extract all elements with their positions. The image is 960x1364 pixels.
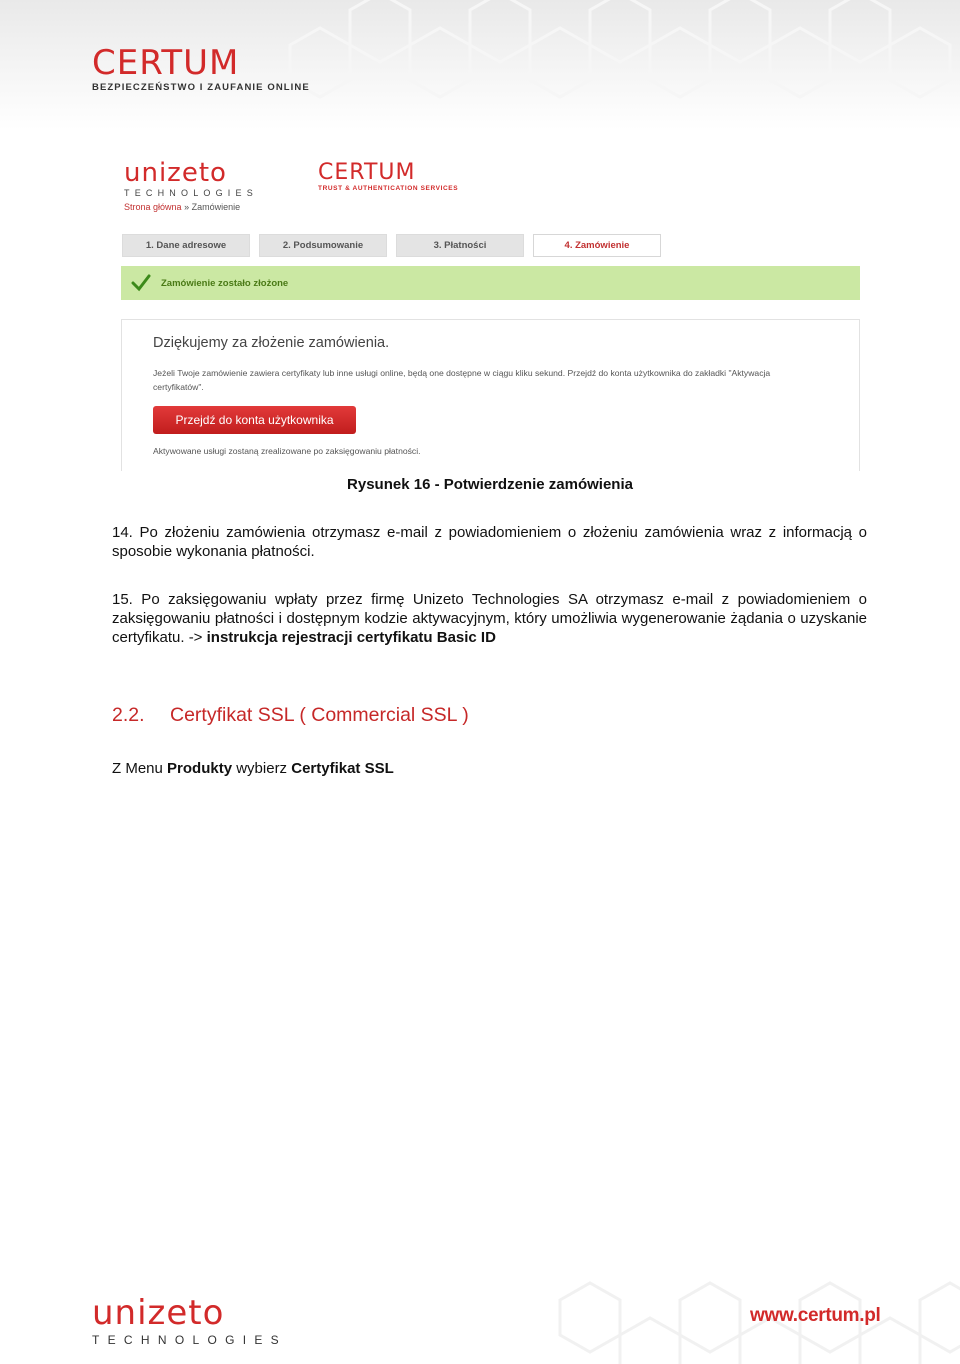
menu-prefix: Z Menu xyxy=(112,760,168,777)
breadcrumb-home-link[interactable]: Strona główna xyxy=(124,202,182,212)
footer-website-link[interactable]: www.certum.pl xyxy=(750,1305,881,1326)
thank-you-panel xyxy=(121,319,860,471)
section-heading xyxy=(112,704,469,727)
certum-wordmark: CERTUM xyxy=(318,160,416,185)
checkmark-icon xyxy=(131,274,151,292)
figure-unizeto-logo xyxy=(124,160,258,198)
breadcrumb-separator: » xyxy=(184,202,190,212)
unizeto-wordmark: unizeto xyxy=(124,158,227,188)
panel-description: Jeżeli Twoje zamówienie zawiera certyfikaty lub inne usługi online, będą one dostępne w ciągu kliku sekund. Przejdź do konta użytkownika do zakładki "Aktywacja certyfikatów". xyxy=(153,368,771,392)
success-message: Zamówienie zostało złożone xyxy=(161,277,289,289)
panel-title: Dziękujemy za złożenie zamówienia. xyxy=(153,335,390,351)
basic-id-instructions-link[interactable]: instrukcja rejestracji certyfikatu Basic ID xyxy=(206,629,496,646)
step-payments[interactable]: 3. Płatności xyxy=(396,234,524,257)
section-title: Certyfikat SSL ( Commercial SSL ) xyxy=(170,704,469,726)
success-banner xyxy=(121,266,860,300)
figure-caption: Rysunek 16 - Potwierdzenie zamówienia xyxy=(347,476,633,493)
step-summary[interactable]: 2. Podsumowanie xyxy=(259,234,387,257)
section-number: 2.2. xyxy=(112,704,145,726)
unizeto-tagline: TECHNOLOGIES xyxy=(124,188,258,198)
paragraph-15-text: 15. Po zaksięgowaniu wpłaty przez firmę Unizeto Technologies SA otrzymasz e-mail z powiadomieniem o zaksięgowaniu płatności i dostępnym kodzie aktywacyjnym, który umożliwia wygenerowanie żądania o uzyskanie certyfikatu. -> xyxy=(112,591,867,646)
order-confirmation-screenshot xyxy=(118,150,862,470)
go-to-account-button[interactable]: Przejdź do konta użytkownika xyxy=(153,406,356,434)
menu-item-produkty: Produkty xyxy=(167,760,233,777)
certum-logo xyxy=(92,43,310,93)
certum-tagline: TRUST & AUTHENTICATION SERVICES xyxy=(318,185,459,192)
certum-tagline: BEZPIECZEŃSTWO I ZAUFANIE ONLINE xyxy=(92,82,310,93)
certum-wordmark: CERTUM xyxy=(92,43,240,83)
menu-middle: wybierz xyxy=(232,760,292,777)
breadcrumb xyxy=(124,202,240,212)
menu-instruction xyxy=(112,760,394,777)
menu-target-ssl: Certyfikat SSL xyxy=(291,760,394,777)
paragraph-15 xyxy=(112,590,867,647)
order-steps xyxy=(122,234,661,257)
step-order[interactable]: 4. Zamówienie xyxy=(533,234,661,257)
figure-certum-logo xyxy=(318,162,458,192)
panel-note: Aktywowane usługi zostaną zrealizowane po zaksięgowaniu płatności. xyxy=(153,446,421,456)
unizeto-tagline: TECHNOLOGIES xyxy=(92,1333,287,1347)
breadcrumb-current: Zamówienie xyxy=(191,202,241,212)
unizeto-logo xyxy=(92,1293,287,1347)
step-address[interactable]: 1. Dane adresowe xyxy=(122,234,250,257)
paragraph-14: 14. Po złożeniu zamówienia otrzymasz e-mail z powiadomieniem o złożeniu zamówienia wraz z informacją o sposobie wykonania płatności. xyxy=(112,524,867,560)
unizeto-wordmark: unizeto xyxy=(92,1293,225,1333)
